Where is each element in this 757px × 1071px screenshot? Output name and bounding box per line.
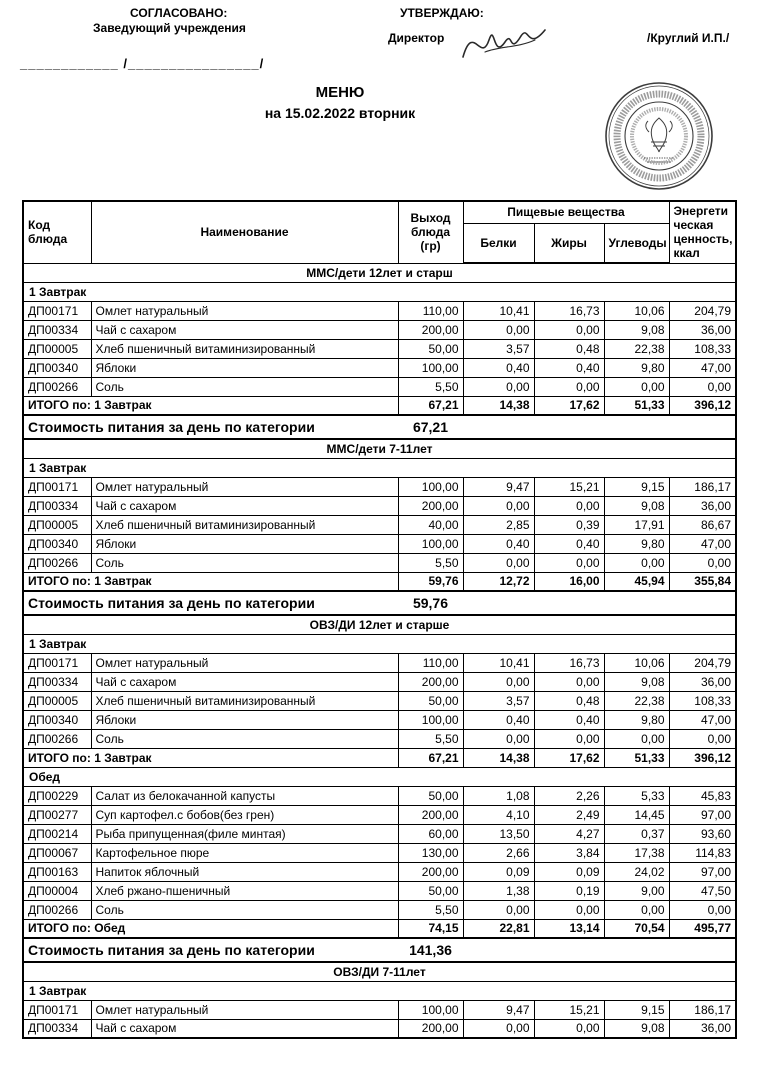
dish-row: [23, 900, 736, 919]
dish-code: ДП00266: [23, 377, 91, 396]
dish-value: 97,00: [669, 862, 736, 881]
daily-cost-label: Стоимость питания за день по категории: [23, 938, 398, 962]
dish-name: Чай с сахаром: [91, 672, 398, 691]
col-header-protein: Белки: [463, 223, 534, 263]
dish-value: 47,50: [669, 881, 736, 900]
dish-value: 45,83: [669, 786, 736, 805]
meal-total-value: 59,76: [398, 572, 463, 591]
dish-value: 100,00: [398, 477, 463, 496]
meal-total-value: 495,77: [669, 919, 736, 938]
dish-row: [23, 377, 736, 396]
meal-total-value: 67,21: [398, 396, 463, 415]
daily-cost-value: 67,21: [398, 415, 463, 439]
dish-value: 0,00: [604, 729, 669, 748]
meal-total-value: 17,62: [534, 748, 604, 767]
dish-row: [23, 1000, 736, 1019]
dish-value: 0,00: [534, 553, 604, 572]
dish-value: 0,37: [604, 824, 669, 843]
dish-value: 3,57: [463, 339, 534, 358]
dish-value: 9,47: [463, 477, 534, 496]
dish-value: 0,00: [463, 496, 534, 515]
dish-name: Хлеб пшеничный витаминизированный: [91, 339, 398, 358]
dish-code: ДП00266: [23, 900, 91, 919]
dish-value: 2,85: [463, 515, 534, 534]
daily-cost-value: 141,36: [398, 938, 463, 962]
dish-row: [23, 881, 736, 900]
menu-table-body: [23, 263, 736, 1038]
meal-total-value: 51,33: [604, 396, 669, 415]
dish-value: 50,00: [398, 691, 463, 710]
meal-label-row: [23, 458, 736, 477]
dish-value: 97,00: [669, 805, 736, 824]
meal-total-value: 355,84: [669, 572, 736, 591]
dish-row: [23, 534, 736, 553]
dish-value: 1,38: [463, 881, 534, 900]
dish-value: 3,57: [463, 691, 534, 710]
dish-name: Салат из белокачанной капусты: [91, 786, 398, 805]
dish-value: 9,80: [604, 710, 669, 729]
dish-value: 0,00: [669, 553, 736, 572]
dish-code: ДП00004: [23, 881, 91, 900]
meal-label-row: [23, 767, 736, 786]
dish-value: 15,21: [534, 477, 604, 496]
category-row: [23, 263, 736, 282]
dish-code: ДП00229: [23, 786, 91, 805]
dish-name: Хлеб пшеничный витаминизированный: [91, 691, 398, 710]
dish-value: 0,48: [534, 339, 604, 358]
meal-label: 1 Завтрак: [23, 458, 736, 477]
dish-row: [23, 786, 736, 805]
meal-total-label: ИТОГО по: 1 Завтрак: [23, 748, 398, 767]
meal-label: 1 Завтрак: [23, 981, 736, 1000]
agreed-role: Заведующий учреждения: [93, 21, 246, 35]
dish-value: 0,48: [534, 691, 604, 710]
meal-total-value: 14,38: [463, 396, 534, 415]
col-header-code: Код блюда: [23, 201, 91, 263]
dish-code: ДП00266: [23, 553, 91, 572]
agreed-label: СОГЛАСОВАНО:: [130, 6, 228, 20]
dish-value: 0,40: [463, 358, 534, 377]
dish-code: ДП00266: [23, 729, 91, 748]
category-row: [23, 439, 736, 458]
dish-value: 0,09: [534, 862, 604, 881]
dish-value: 0,00: [604, 900, 669, 919]
dish-value: 86,67: [669, 515, 736, 534]
dish-value: 0,00: [463, 672, 534, 691]
dish-code: ДП00334: [23, 1019, 91, 1038]
category-title: ОВЗ/ДИ 7-11лет: [333, 964, 426, 979]
meal-total-value: 67,21: [398, 748, 463, 767]
dish-code: ДП00005: [23, 339, 91, 358]
col-header-energy: Энергети ческая ценность, ккал: [669, 201, 736, 263]
dish-name: Чай с сахаром: [91, 1019, 398, 1038]
dish-value: 22,38: [604, 691, 669, 710]
document-header: [0, 0, 757, 200]
dish-value: 13,50: [463, 824, 534, 843]
menu-table: [22, 200, 737, 1039]
dish-value: 9,00: [604, 881, 669, 900]
dish-name: Суп картофел.с бобов(без грен): [91, 805, 398, 824]
dish-value: 0,00: [534, 672, 604, 691]
col-header-carbs: Углеводы: [604, 223, 669, 263]
dish-value: 110,00: [398, 301, 463, 320]
dish-value: 93,60: [669, 824, 736, 843]
category-row: [23, 962, 736, 981]
dish-row: [23, 672, 736, 691]
dish-value: 200,00: [398, 1019, 463, 1038]
dish-code: ДП00340: [23, 534, 91, 553]
dish-row: [23, 496, 736, 515]
dish-value: 5,33: [604, 786, 669, 805]
dish-code: ДП00277: [23, 805, 91, 824]
dish-value: 47,00: [669, 358, 736, 377]
meal-total-label: ИТОГО по: Обед: [23, 919, 398, 938]
dish-value: 9,08: [604, 672, 669, 691]
dish-code: ДП00005: [23, 515, 91, 534]
dish-value: 0,00: [534, 1019, 604, 1038]
dish-value: 0,00: [534, 320, 604, 339]
dish-value: 22,38: [604, 339, 669, 358]
meal-total-value: 13,14: [534, 919, 604, 938]
dish-value: 200,00: [398, 496, 463, 515]
dish-name: Напиток яблочный: [91, 862, 398, 881]
menu-table-header: [23, 201, 736, 263]
dish-value: 16,73: [534, 301, 604, 320]
meal-total-label: ИТОГО по: 1 Завтрак: [23, 572, 398, 591]
dish-code: ДП00334: [23, 672, 91, 691]
dish-value: 108,33: [669, 339, 736, 358]
dish-value: 0,00: [534, 496, 604, 515]
meal-label: 1 Завтрак: [23, 634, 736, 653]
dish-name: Омлет натуральный: [91, 301, 398, 320]
dish-row: [23, 339, 736, 358]
daily-cost-filler: [463, 591, 736, 615]
approved-role: Директор: [388, 31, 445, 45]
dish-value: 100,00: [398, 710, 463, 729]
dish-value: 9,47: [463, 1000, 534, 1019]
signature-line: ____________ /________________/: [20, 56, 265, 71]
category-title: ММС/дети 12лет и старш: [306, 265, 453, 280]
daily-cost-row: [23, 415, 736, 439]
meal-total-value: 17,62: [534, 396, 604, 415]
dish-value: 0,40: [463, 534, 534, 553]
dish-value: 36,00: [669, 320, 736, 339]
dish-value: 0,00: [534, 900, 604, 919]
dish-value: 0,39: [534, 515, 604, 534]
meal-total-value: 14,38: [463, 748, 534, 767]
daily-cost-row: [23, 938, 736, 962]
meal-total-value: 396,12: [669, 748, 736, 767]
dish-row: [23, 320, 736, 339]
dish-value: 10,41: [463, 301, 534, 320]
dish-code: ДП00340: [23, 358, 91, 377]
meal-total-row: [23, 919, 736, 938]
dish-value: 2,26: [534, 786, 604, 805]
dish-value: 0,09: [463, 862, 534, 881]
dish-value: 17,38: [604, 843, 669, 862]
dish-name: Картофельное пюре: [91, 843, 398, 862]
dish-value: 5,50: [398, 729, 463, 748]
meal-total-value: 74,15: [398, 919, 463, 938]
dish-row: [23, 805, 736, 824]
meal-label-row: [23, 981, 736, 1000]
dish-value: 100,00: [398, 358, 463, 377]
dish-row: [23, 477, 736, 496]
dish-row: [23, 553, 736, 572]
col-header-output: Выход блюда (гр): [398, 201, 463, 263]
dish-value: 1,08: [463, 786, 534, 805]
meal-label: Обед: [23, 767, 736, 786]
dish-value: 50,00: [398, 339, 463, 358]
dish-value: 0,00: [534, 729, 604, 748]
dish-row: [23, 653, 736, 672]
dish-value: 0,19: [534, 881, 604, 900]
dish-code: ДП00334: [23, 496, 91, 515]
dish-name: Хлеб ржано-пшеничный: [91, 881, 398, 900]
dish-value: 9,15: [604, 1000, 669, 1019]
dish-value: 10,41: [463, 653, 534, 672]
col-header-name: Наименование: [91, 201, 398, 263]
dish-value: 0,00: [604, 377, 669, 396]
dish-value: 60,00: [398, 824, 463, 843]
dish-value: 186,17: [669, 1000, 736, 1019]
dish-name: Соль: [91, 553, 398, 572]
category-row: [23, 615, 736, 634]
meal-label: 1 Завтрак: [23, 282, 736, 301]
dish-value: 4,10: [463, 805, 534, 824]
dish-name: Яблоки: [91, 534, 398, 553]
dish-value: 5,50: [398, 553, 463, 572]
dish-value: 50,00: [398, 786, 463, 805]
dish-name: Омлет натуральный: [91, 1000, 398, 1019]
dish-value: 9,15: [604, 477, 669, 496]
official-seal-icon: [600, 80, 718, 194]
dish-value: 9,80: [604, 534, 669, 553]
dish-value: 0,00: [669, 729, 736, 748]
dish-row: [23, 710, 736, 729]
meal-total-value: 12,72: [463, 572, 534, 591]
dish-row: [23, 301, 736, 320]
dish-value: 100,00: [398, 534, 463, 553]
dish-row: [23, 862, 736, 881]
dish-code: ДП00005: [23, 691, 91, 710]
dish-row: [23, 358, 736, 377]
dish-value: 0,00: [669, 377, 736, 396]
dish-code: ДП00171: [23, 653, 91, 672]
dish-value: 200,00: [398, 862, 463, 881]
dish-value: 36,00: [669, 672, 736, 691]
dish-code: ДП00163: [23, 862, 91, 881]
director-signature-icon: [455, 12, 555, 72]
dish-row: [23, 729, 736, 748]
page-date: на 15.02.2022 вторник: [264, 105, 416, 121]
daily-cost-filler: [463, 415, 736, 439]
dish-value: 50,00: [398, 881, 463, 900]
dish-value: 204,79: [669, 653, 736, 672]
dish-value: 0,00: [463, 729, 534, 748]
dish-value: 114,83: [669, 843, 736, 862]
dish-value: 0,00: [669, 900, 736, 919]
dish-name: Яблоки: [91, 710, 398, 729]
dish-row: [23, 824, 736, 843]
daily-cost-value: 59,76: [398, 591, 463, 615]
meal-total-label: ИТОГО по: 1 Завтрак: [23, 396, 398, 415]
approved-label: УТВЕРЖДАЮ:: [400, 6, 484, 20]
dish-value: 0,40: [534, 710, 604, 729]
daily-cost-label: Стоимость питания за день по категории: [23, 415, 398, 439]
meal-total-value: 51,33: [604, 748, 669, 767]
meal-label-row: [23, 282, 736, 301]
dish-name: Омлет натуральный: [91, 477, 398, 496]
dish-value: 0,00: [463, 1019, 534, 1038]
dish-code: ДП00340: [23, 710, 91, 729]
col-header-fat: Жиры: [534, 223, 604, 263]
dish-value: 186,17: [669, 477, 736, 496]
dish-code: ДП00171: [23, 301, 91, 320]
meal-total-value: 396,12: [669, 396, 736, 415]
dish-value: 47,00: [669, 710, 736, 729]
dish-name: Чай с сахаром: [91, 496, 398, 515]
dish-value: 204,79: [669, 301, 736, 320]
dish-name: Яблоки: [91, 358, 398, 377]
daily-cost-filler: [463, 938, 736, 962]
dish-value: 110,00: [398, 653, 463, 672]
dish-value: 108,33: [669, 691, 736, 710]
daily-cost-row: [23, 591, 736, 615]
dish-value: 4,27: [534, 824, 604, 843]
dish-value: 0,00: [604, 553, 669, 572]
dish-value: 40,00: [398, 515, 463, 534]
dish-value: 10,06: [604, 653, 669, 672]
dish-code: ДП00334: [23, 320, 91, 339]
dish-name: Рыба припущенная(филе минтая): [91, 824, 398, 843]
dish-value: 36,00: [669, 496, 736, 515]
dish-code: ДП00171: [23, 477, 91, 496]
dish-value: 5,50: [398, 377, 463, 396]
dish-value: 24,02: [604, 862, 669, 881]
category-title: ОВЗ/ДИ 12лет и старше: [309, 617, 450, 632]
dish-name: Соль: [91, 729, 398, 748]
dish-value: 9,80: [604, 358, 669, 377]
meal-label-row: [23, 634, 736, 653]
dish-name: Соль: [91, 900, 398, 919]
dish-name: Соль: [91, 377, 398, 396]
page-title: МЕНЮ: [315, 84, 365, 101]
dish-value: 9,08: [604, 1019, 669, 1038]
dish-value: 0,00: [463, 320, 534, 339]
meal-total-value: 22,81: [463, 919, 534, 938]
meal-total-row: [23, 396, 736, 415]
daily-cost-label: Стоимость питания за день по категории: [23, 591, 398, 615]
dish-name: Омлет натуральный: [91, 653, 398, 672]
dish-code: ДП00171: [23, 1000, 91, 1019]
dish-code: ДП00214: [23, 824, 91, 843]
dish-value: 0,00: [463, 553, 534, 572]
dish-value: 0,40: [534, 358, 604, 377]
meal-total-value: 16,00: [534, 572, 604, 591]
meal-total-row: [23, 748, 736, 767]
category-title: ММС/дети 7-11лет: [326, 441, 433, 456]
dish-value: 16,73: [534, 653, 604, 672]
dish-value: 5,50: [398, 900, 463, 919]
dish-value: 9,08: [604, 496, 669, 515]
dish-value: 2,66: [463, 843, 534, 862]
dish-value: 0,00: [534, 377, 604, 396]
dish-value: 17,91: [604, 515, 669, 534]
dish-value: 3,84: [534, 843, 604, 862]
approved-name: /Круглий И.П./: [647, 31, 730, 45]
dish-name: Чай с сахаром: [91, 320, 398, 339]
dish-value: 0,00: [463, 900, 534, 919]
dish-value: 0,40: [534, 534, 604, 553]
dish-value: 2,49: [534, 805, 604, 824]
dish-row: [23, 691, 736, 710]
dish-value: 0,40: [463, 710, 534, 729]
dish-value: 200,00: [398, 320, 463, 339]
dish-code: ДП00067: [23, 843, 91, 862]
dish-row: [23, 1019, 736, 1038]
col-header-nutrients-group: Пищевые вещества: [463, 201, 669, 223]
dish-value: 14,45: [604, 805, 669, 824]
dish-value: 36,00: [669, 1019, 736, 1038]
meal-total-value: 45,94: [604, 572, 669, 591]
dish-value: 0,00: [463, 377, 534, 396]
dish-row: [23, 843, 736, 862]
dish-value: 130,00: [398, 843, 463, 862]
dish-row: [23, 515, 736, 534]
meal-total-value: 70,54: [604, 919, 669, 938]
dish-value: 15,21: [534, 1000, 604, 1019]
dish-value: 200,00: [398, 672, 463, 691]
dish-name: Хлеб пшеничный витаминизированный: [91, 515, 398, 534]
meal-total-row: [23, 572, 736, 591]
dish-value: 47,00: [669, 534, 736, 553]
dish-value: 10,06: [604, 301, 669, 320]
dish-value: 100,00: [398, 1000, 463, 1019]
dish-value: 9,08: [604, 320, 669, 339]
dish-value: 200,00: [398, 805, 463, 824]
